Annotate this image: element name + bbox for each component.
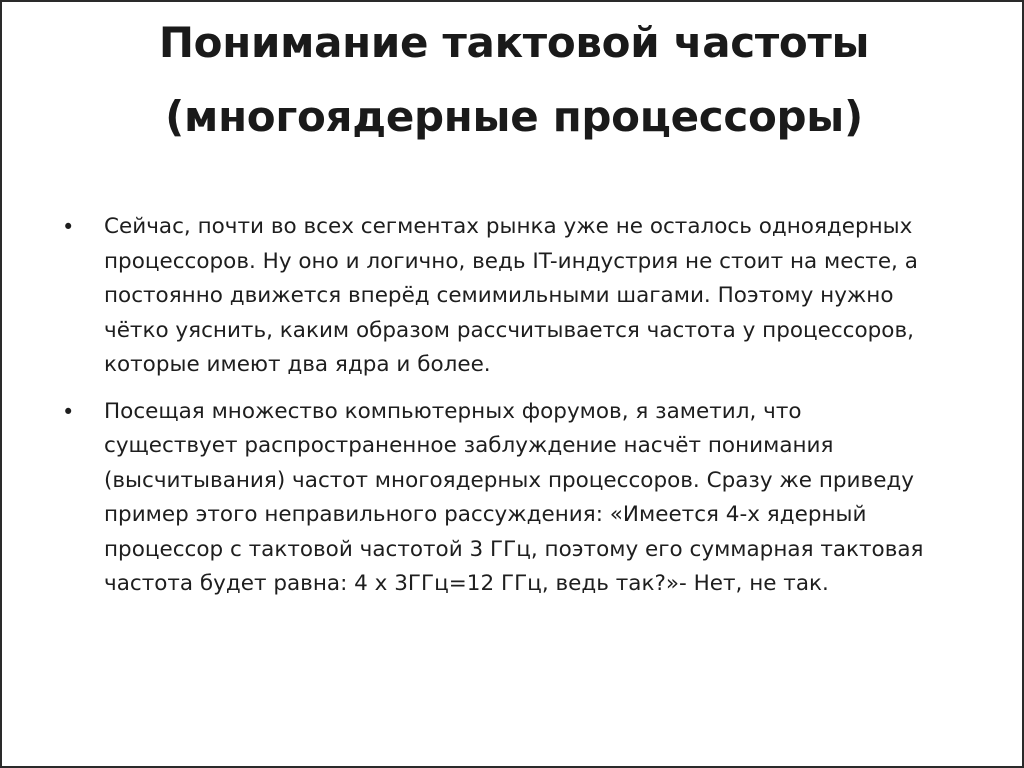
bullet-line: процессор с тактовой частотой 3 ГГц, поэтому его суммарная тактовая bbox=[104, 536, 924, 562]
slide-title-line-2: (многоядерные процессоры) bbox=[165, 92, 863, 141]
bullet-list bbox=[62, 210, 982, 614]
bullet-marker-icon: • bbox=[62, 399, 75, 424]
bullet-line: Посещая множество компьютерных форумов, я заметил, что bbox=[104, 398, 802, 424]
bullet-line: пример этого неправильного рассуждения: «Имеется 4-х ядерный bbox=[104, 502, 867, 527]
slide-title bbox=[42, 6, 986, 154]
bullet-text bbox=[104, 210, 982, 383]
bullet-item bbox=[62, 395, 982, 602]
bullet-marker-icon: • bbox=[62, 215, 75, 239]
bullet-line: частота будет равна: 4 х 3ГГц=12 ГГц, ведь так?»- Нет, не так. bbox=[104, 571, 829, 596]
bullet-line: Сейчас, почти во всех сегментах рынка уже не осталось одноядерных bbox=[104, 214, 913, 239]
bullet-line: которые имеют два ядра и более. bbox=[104, 352, 491, 377]
bullet-line: постоянно движется вперёд семимильными шагами. Поэтому нужно bbox=[104, 283, 894, 308]
bullet-line: чётко уяснить, каким образом рассчитывается частота у процессоров, bbox=[104, 317, 914, 343]
bullet-item bbox=[62, 210, 982, 383]
bullet-line: существует распространенное заблуждение насчёт понимания bbox=[104, 433, 834, 458]
bullet-text bbox=[104, 395, 982, 602]
slide-title-line-1: Понимание тактовой частоты bbox=[158, 18, 870, 67]
bullet-line: процессоров. Ну оно и логично, ведь IT-индустрия не стоит на месте, а bbox=[104, 248, 918, 274]
bullet-line: (высчитывания) частот многоядерных процессоров. Сразу же приведу bbox=[104, 467, 915, 493]
